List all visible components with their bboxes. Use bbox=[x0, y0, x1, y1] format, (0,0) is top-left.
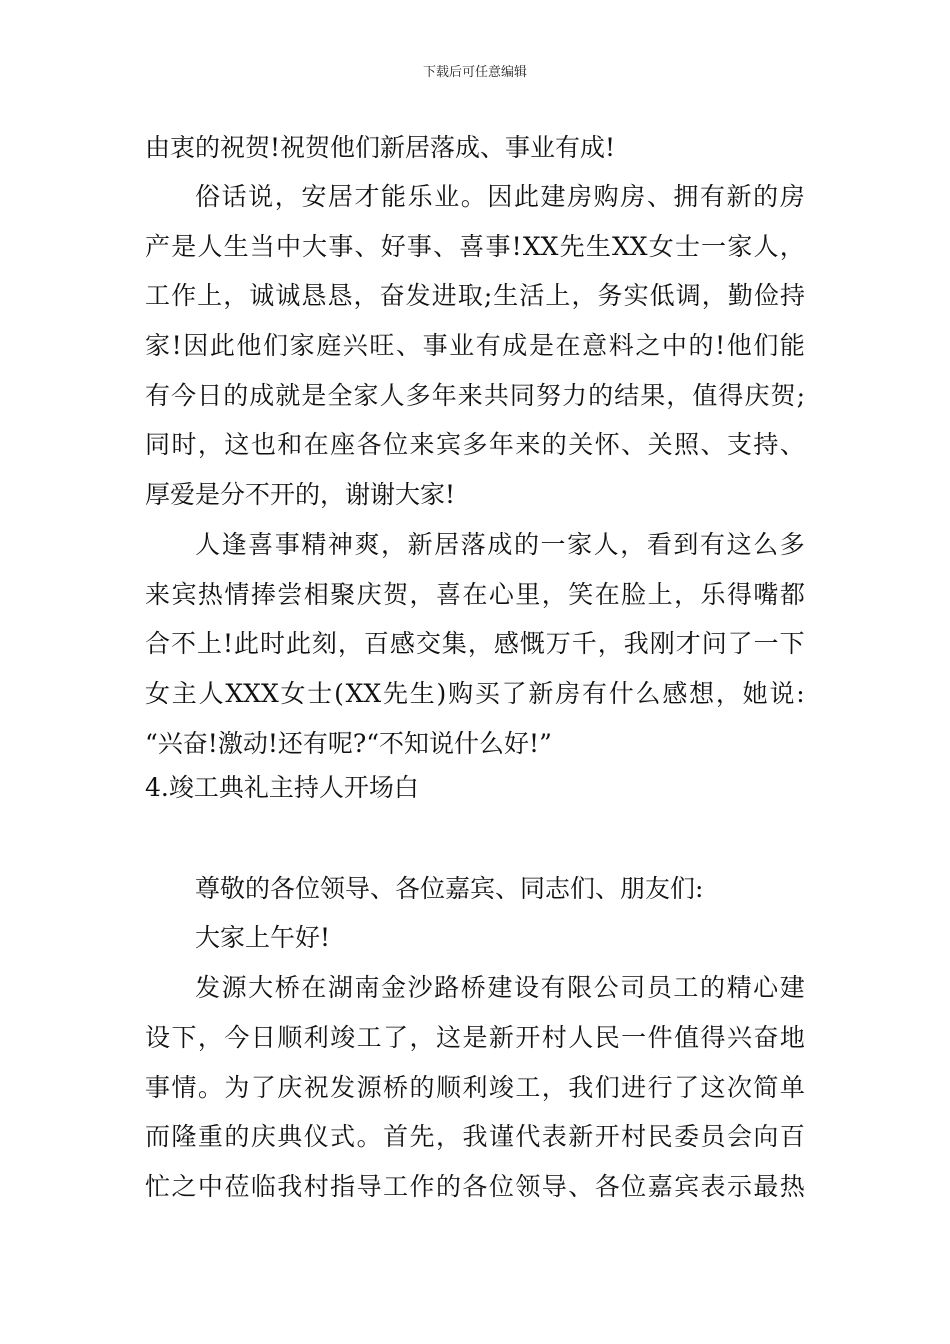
text-line: 忙 之 中 莅 临 我 村 指 导 工 作 的 各 位 领 导 、 各 位 嘉 宾 表 示 最 热 bbox=[145, 1172, 805, 1201]
text-line: 同 时 ， 这 也 和 在 座 各 位 来 宾 多 年 来 的 关 怀 、 关 照 、 支 持 、 bbox=[145, 430, 805, 459]
text-line: 俗 话 说 ， 安 居 才 能 乐 业 。 因 此 建 房 购 房 、 拥 有 新 的 房 bbox=[195, 182, 805, 211]
text-line: “兴奋!激动!还有呢?“不知说什么好!” bbox=[145, 729, 552, 758]
text-line: 来 宾 热 情 捧 尝 相 聚 庆 贺 ， 喜 在 心 里 ， 笑 在 脸 上 ， 乐 得 嘴 都 bbox=[145, 580, 805, 609]
text-line: 合 不 上 ! 此 时 此 刻 ， 百 感 交 集 ， 感 慨 万 千 ， 我 刚 才 问 了 一 下 bbox=[145, 629, 805, 658]
text-line: 家 ! 因 此 他 们 家 庭 兴 旺 、 事 业 有 成 是 在 意 料 之 中 的 ! 他 们 能 bbox=[145, 331, 805, 360]
text-line: 厚爱是分不开的，谢谢大家! bbox=[145, 480, 456, 509]
text-line: 女 主 人 XXX 女 士 ( XX 先 生 ) 购 买 了 新 房 有 什 么 感 想 ， 她 说 : bbox=[145, 679, 805, 708]
text-line: 有 今 日 的 成 就 是 全 家 人 多 年 来 共 同 努 力 的 结 果 ， 值 得 庆 贺 ; bbox=[145, 381, 805, 410]
text-line: 大家上午好! bbox=[195, 923, 331, 952]
text-line: 尊敬的各位领导、各位嘉宾、同志们、朋友们: bbox=[195, 874, 704, 903]
text-line: 设 下 ， 今 日 顺 利 竣 工 了 ， 这 是 新 开 村 人 民 一 件 值 得 兴 奋 地 bbox=[145, 1023, 805, 1052]
text-line: 事 情 。 为 了 庆 祝 发 源 桥 的 顺 利 竣 工 ， 我 们 进 行 了 这 次 简 单 bbox=[145, 1073, 805, 1102]
text-line: 人 逢 喜 事 精 神 爽 ， 新 居 落 成 的 一 家 人 ， 看 到 有 这 么 多 bbox=[195, 530, 805, 559]
text-line: 工 作 上 ， 诚 诚 恳 恳 ， 奋 发 进 取 ; 生 活 上 ， 务 实 低 调 ， 勤 俭 持 bbox=[145, 281, 805, 310]
text-line: 产 是 人 生 当 中 大 事 、 好 事 、 喜 事 ! XX 先 生 XX 女 士 一 家 人 ， bbox=[145, 232, 805, 261]
text-line: 由衷的祝贺!祝贺他们新居落成、事业有成! bbox=[145, 133, 616, 162]
text-line: 4.竣工典礼主持人开场白 bbox=[145, 773, 419, 802]
text-line: 发 源 大 桥 在 湖 南 金 沙 路 桥 建 设 有 限 公 司 员 工 的 精 心 建 bbox=[195, 973, 805, 1002]
text-line: 而 隆 重 的 庆 典 仪 式 。 首 先 ， 我 谨 代 表 新 开 村 民 委 员 会 向 百 bbox=[145, 1122, 805, 1151]
page-header: 下载后可任意编辑 bbox=[422, 65, 527, 80]
